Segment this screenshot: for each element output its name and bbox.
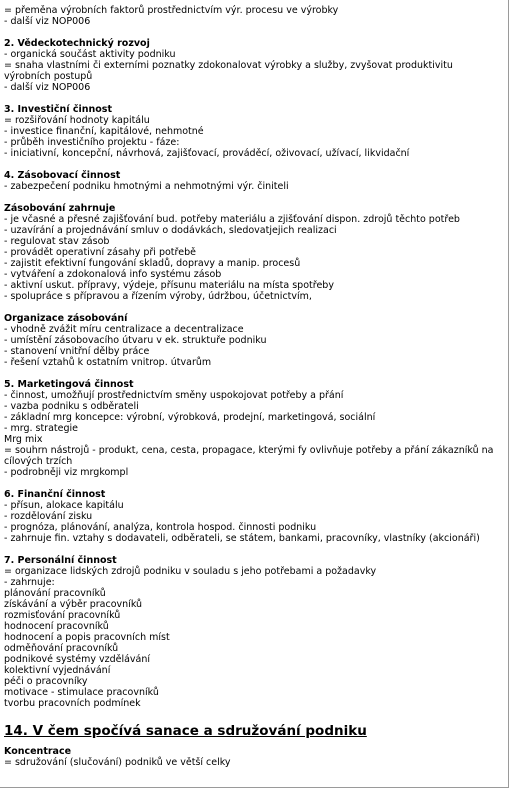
document-body: [4, 5, 506, 709]
text-line: hodnocení pracovníků: [4, 621, 109, 632]
text-line: = snaha vlastními či externími poznatky zdokonalovat výrobky a služby, zvyšovat produktivitu výrobních postupů: [4, 60, 453, 82]
text-line: - zajistit efektivní fungování skladů, dopravy a manip. procesů: [4, 258, 301, 269]
text-line: plánování pracovníků: [4, 588, 106, 599]
text-line: = rozšiřování hodnoty kapitálu: [4, 115, 150, 126]
text-line: - rozdělování zisku: [4, 511, 93, 522]
subheading: 5. Marketingová činnost: [4, 379, 134, 390]
text-line: - iniciativní, koncepční, návrhová, zajišťovací, prováděcí, oživovací, užívací, likvidační: [4, 148, 410, 159]
text-line: - mrg. strategie: [4, 423, 78, 434]
text-line: - průběh investičního projektu - fáze:: [4, 137, 180, 148]
text-line: = sdružování (slučování) podniků ve větší celky: [4, 757, 231, 768]
text-line: - zahrnuje:: [4, 577, 55, 588]
text-line: - spolupráce s přípravou a řízením výroby, údržbou, účetnictvím,: [4, 291, 312, 302]
subheading: 6. Finanční činnost: [4, 489, 106, 500]
text-line: - řešení vztahů k ostatním vnitrop. útvarům: [4, 357, 212, 368]
subheading: Organizace zásobování: [4, 313, 128, 324]
text-line: - zabezpečení podniku hmotnými a nehmotnými výr. činiteli: [4, 181, 289, 192]
text-line: kolektivní vyjednávání: [4, 665, 111, 676]
blank-line: [4, 192, 506, 203]
text-line: = přeměna výrobních faktorů prostřednictvím výr. procesu ve výrobky: [4, 5, 339, 16]
section-body: [4, 746, 506, 768]
section-heading: 14. V čem spočívá sanace a sdružování podniku: [4, 723, 367, 739]
text-line: péči o pracovníky: [4, 676, 88, 687]
blank-line: [4, 159, 506, 170]
blank-line: [4, 27, 506, 38]
text-line: - regulovat stav zásob: [4, 236, 110, 247]
text-line: - organická součást aktivity podniku: [4, 49, 176, 60]
text-line: hodnocení a popis pracovních míst: [4, 632, 170, 643]
text-line: - zahrnuje fin. vztahy s dodavateli, odběrateli, se státem, bankami, pracovníky, vlastníky (akcionáři): [4, 533, 480, 544]
blank-line: [4, 544, 506, 555]
text-line: tvorbu pracovních podmínek: [4, 698, 141, 709]
text-line: - vytváření a zdokonalová info systému zásob: [4, 269, 222, 280]
text-line: Mrg mix: [4, 434, 43, 445]
text-line: - základní mrg koncepce: výrobní, výrobková, prodejní, marketingová, sociální: [4, 412, 376, 423]
text-line: - je včasné a přesné zajišťování bud. potřeby materiálu a zjišťování dispon. zdrojů těchto potřeb: [4, 214, 460, 225]
text-line: - vazba podniku s odběrateli: [4, 401, 139, 412]
text-line: = organizace lidských zdrojů podniku v souladu s jeho potřebami a požadavky: [4, 566, 377, 577]
text-line: - podrobněji viz mrgkompl: [4, 467, 129, 478]
blank-line: [4, 368, 506, 379]
subheading: Koncentrace: [4, 746, 72, 757]
text-line: - stanovení vnitřní dělby práce: [4, 346, 150, 357]
subheading: 4. Zásobovací činnost: [4, 170, 121, 181]
text-line: - vhodně zvážit míru centralizace a decentralizace: [4, 324, 244, 335]
blank-line: [4, 93, 506, 104]
subheading: 3. Investiční činnost: [4, 104, 113, 115]
text-line: získávání a výběr pracovníků: [4, 599, 143, 610]
text-line: rozmisťování pracovníků: [4, 610, 121, 621]
text-line: - další viz NOP006: [4, 16, 91, 27]
blank-line: [4, 478, 506, 489]
text-line: - uzavírání a projednávání smluv o dodávkách, sledovatjejich realizaci: [4, 225, 337, 236]
subheading: 2. Vědeckotechnický rozvoj: [4, 38, 150, 49]
text-line: - prognóza, plánování, analýza, kontrola hospod. činnosti podniku: [4, 522, 317, 533]
text-line: - provádět operativní zásahy při potřebě: [4, 247, 196, 258]
text-line: - činnost, umožňují prostřednictvím směny uspokojovat potřeby a přání: [4, 390, 344, 401]
text-line: odměňování pracovníků: [4, 643, 119, 654]
text-line: podnikové systémy vzdělávání: [4, 654, 151, 665]
text-line: - další viz NOP006: [4, 82, 91, 93]
blank-line: [4, 302, 506, 313]
text-line: motivace - stimulace pracovníků: [4, 687, 159, 698]
text-line: = souhrn nástrojů - produkt, cena, cesta, propagace, kterými fy ovlivňuje potřeby a přání zákazníků na cílových trzích: [4, 445, 494, 467]
text-line: - aktivní uskut. přípravy, výdeje, přísunu materiálu na místa spotřeby: [4, 280, 334, 291]
text-line: - umístění zásobovacího útvaru v ek. struktuře podniku: [4, 335, 267, 346]
subheading: Zásobování zahrnuje: [4, 203, 116, 214]
text-line: - investice finanční, kapitálové, nehmotné: [4, 126, 204, 137]
spacer: [4, 709, 506, 720]
text-line: - přísun, alokace kapitálu: [4, 500, 124, 511]
subheading: 7. Personální činnost: [4, 555, 117, 566]
